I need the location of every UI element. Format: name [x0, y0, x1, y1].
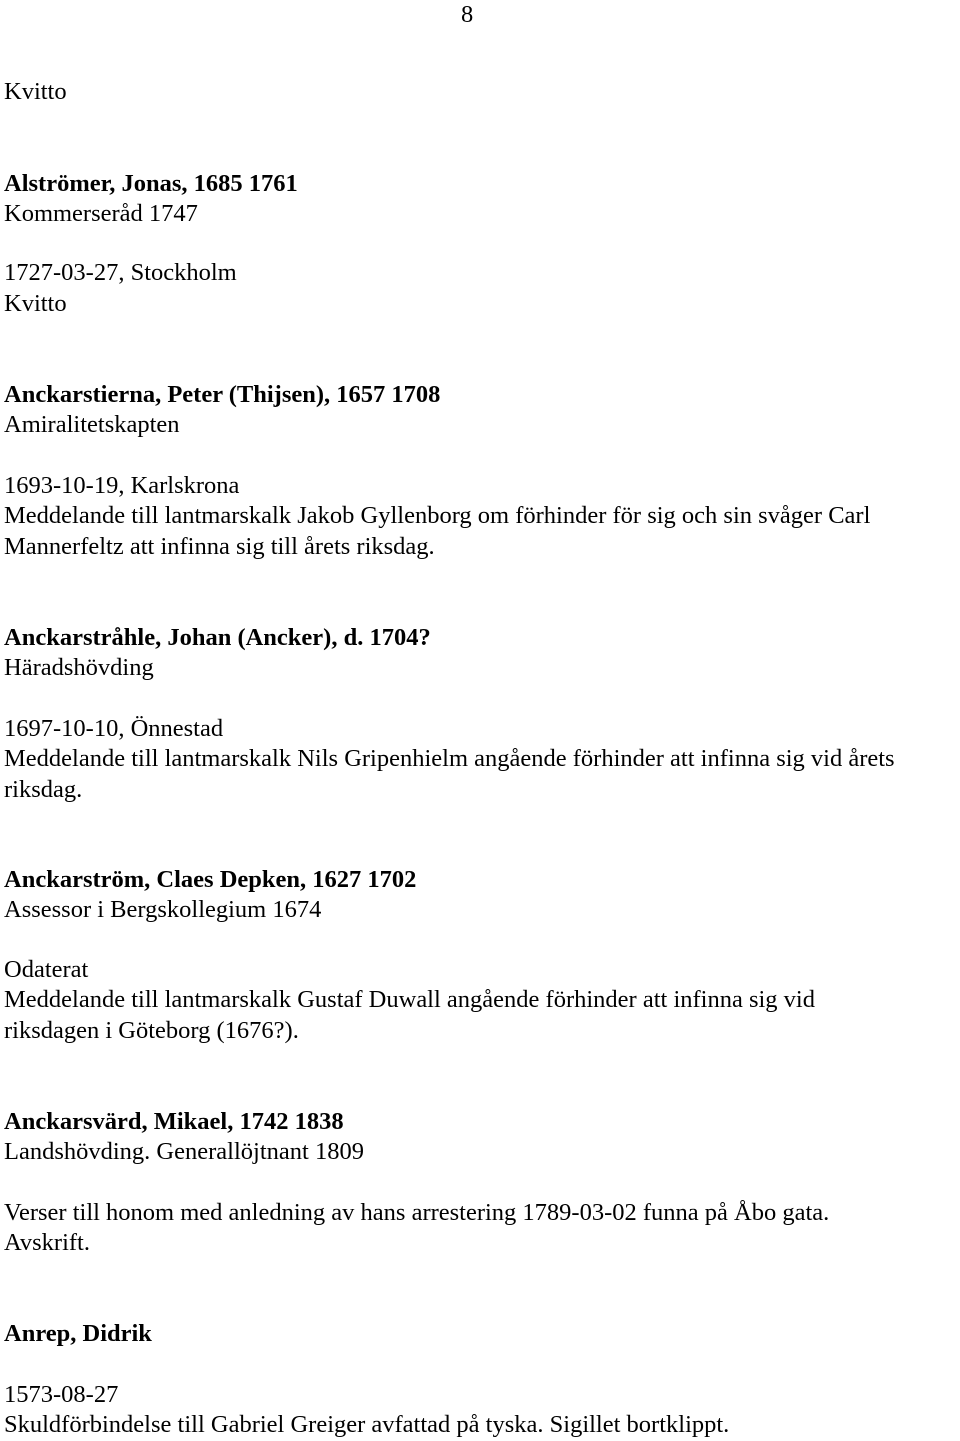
entry-title: Landshövding. Generallöjtnant 1809: [4, 1138, 364, 1165]
entry-description-line: Kvitto: [4, 290, 67, 317]
top-text: Kvitto: [4, 78, 67, 105]
entry-date-place: 1697-10-10, Önnestad: [4, 715, 224, 742]
entry-heading: Anckarstråhle, Johan (Ancker), d. 1704?: [4, 624, 431, 651]
entry-title: Häradshövding: [4, 654, 154, 681]
entry-heading: Alströmer, Jonas, 1685 1761: [4, 170, 298, 197]
entry-heading: Anckarstierna, Peter (Thijsen), 1657 1708: [4, 381, 441, 408]
entry-date-place: 1693-10-19, Karlskrona: [4, 472, 240, 499]
entry-heading: Anckarsvärd, Mikael, 1742 1838: [4, 1108, 344, 1135]
entry-description-line: Verser till honom med anledning av hans arrestering 1789-03-02 funna på Åbo gata.: [4, 1199, 830, 1226]
page-number: 8: [461, 1, 474, 28]
entry-description-line: riksdagen i Göteborg (1676?).: [4, 1017, 299, 1044]
entry-title: Assessor i Bergskollegium 1674: [4, 896, 322, 923]
entry-description-line: riksdag.: [4, 776, 83, 803]
entry-description-line: Avskrift.: [4, 1229, 90, 1256]
entry-heading: Anrep, Didrik: [4, 1320, 152, 1347]
entry-date-place: Odaterat: [4, 956, 89, 983]
entry-date-place: 1573-08-27: [4, 1381, 119, 1408]
entry-description-line: Meddelande till lantmarskalk Gustaf Duwall angående förhinder att infinna sig vid: [4, 986, 815, 1013]
entry-title: Kommerseråd 1747: [4, 200, 198, 227]
entry-heading: Anckarström, Claes Depken, 1627 1702: [4, 866, 417, 893]
entry-description-line: Meddelande till lantmarskalk Nils Gripenhielm angående förhinder att infinna sig vid årets: [4, 745, 895, 772]
entry-description-line: Meddelande till lantmarskalk Jakob Gyllenborg om förhinder för sig och sin svåger Carl: [4, 502, 871, 529]
entry-title: Amiralitetskapten: [4, 411, 180, 438]
entry-description-line: Skuldförbindelse till Gabriel Greiger avfattad på tyska. Sigillet bortklippt.: [4, 1411, 730, 1438]
entry-date-place: 1727-03-27, Stockholm: [4, 259, 237, 286]
entry-description-line: Mannerfeltz att infinna sig till årets riksdag.: [4, 533, 435, 560]
